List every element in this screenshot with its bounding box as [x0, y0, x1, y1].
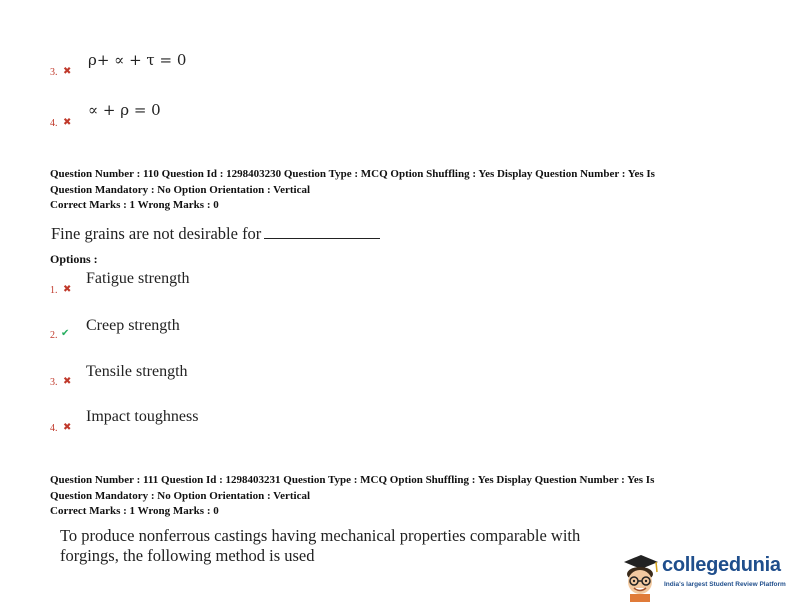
wrong-mark-icon: ✖ — [63, 117, 72, 128]
wrong-mark-icon: ✖ — [63, 66, 72, 77]
meta-line: Correct Marks : 1 Wrong Marks : 0 — [50, 199, 219, 211]
option-text: Fatigue strength — [86, 270, 190, 287]
logo-tagline: India's largest Student Review Platform — [664, 581, 786, 588]
option-number: 1. — [50, 285, 58, 296]
meta-line: Correct Marks : 1 Wrong Marks : 0 — [50, 505, 219, 517]
option-number: 2. — [50, 330, 58, 341]
question-text — [60, 526, 580, 566]
option-text: Creep strength — [86, 317, 180, 334]
meta-line: Question Number : 111 Question Id : 1298403231 Question Type : MCQ Option Shuffling : Yes Display Question Number : Yes Is — [50, 474, 655, 486]
question-meta — [50, 473, 750, 520]
mascot-icon — [620, 552, 662, 602]
wrong-mark-icon: ✖ — [63, 284, 72, 295]
meta-line: Question Mandatory : No Option Orientation : Vertical — [50, 489, 311, 502]
meta-line: Question Number : 110 Question Id : 1298403230 Question Type : MCQ Option Shuffling : Yes Display Question Number : Yes Is — [50, 168, 655, 180]
wrong-mark-icon: ✖ — [63, 422, 72, 433]
options-label: Options : — [50, 252, 98, 266]
option-number: 3. — [50, 377, 58, 388]
correct-check-icon: ✔ — [61, 328, 70, 339]
question-text-content: Fine grains are not desirable for — [51, 224, 262, 243]
wrong-mark-icon: ✖ — [63, 376, 72, 387]
meta-line: Question Mandatory : No Option Orientation : Vertical — [50, 183, 311, 196]
option-formula: ∝ + ρ = 0 — [88, 101, 161, 119]
logo-wordmark: collegedunia — [662, 554, 781, 576]
option-number: 4. — [50, 118, 58, 129]
question-text — [51, 224, 380, 244]
collegedunia-logo — [620, 552, 790, 602]
option-text: Impact toughness — [86, 408, 199, 425]
option-text: Tensile strength — [86, 363, 188, 380]
question-meta — [50, 167, 750, 214]
option-number: 3. — [50, 67, 58, 78]
option-formula: ρ+ ∝ + τ = 0 — [88, 51, 187, 69]
option-number: 4. — [50, 423, 58, 434]
question-text-line: forgings, the following method is used — [60, 546, 315, 565]
question-text-line: To produce nonferrous castings having mechanical properties comparable with — [60, 526, 581, 545]
answer-blank — [264, 224, 380, 239]
